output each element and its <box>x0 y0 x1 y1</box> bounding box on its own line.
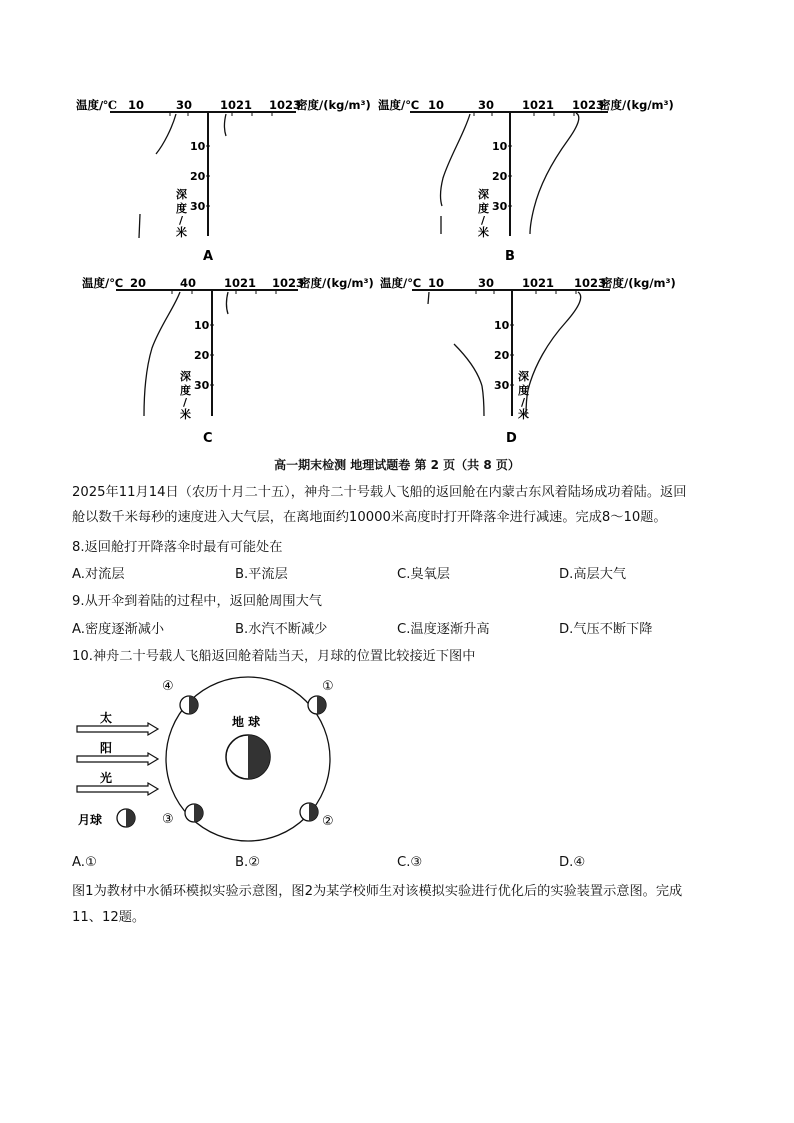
moon-position-2 <box>300 803 334 829</box>
chart-D-tick-1: 10 <box>428 276 445 290</box>
chart-D-tick-2: 30 <box>478 276 495 290</box>
chart-A-depth-30: 30 <box>190 200 206 213</box>
chart-A-temp-curve <box>156 114 176 154</box>
chart-D-depth-label-4: 米 <box>518 408 529 421</box>
sun-char-1: 太 <box>100 711 113 725</box>
chart-B-density-label: 密度/(kg/m³) <box>599 98 674 112</box>
chart-A-letter: A <box>203 249 214 264</box>
moon-legend-icon <box>117 809 135 827</box>
sunlight-arrows <box>77 710 158 795</box>
chart-A-depth-10: 10 <box>190 140 206 153</box>
chart-A-tick-3: 1021 <box>220 98 253 112</box>
chart-A-depth-label-4: 米 <box>176 226 187 239</box>
moon-legend-label: 月球 <box>78 813 103 827</box>
question-9-option-d: D.气压不断下降 <box>559 622 653 637</box>
chart-C-depth-30: 30 <box>194 379 210 392</box>
chart-C-depth-label-1: 深 <box>180 370 191 383</box>
question-8-option-b: B.平流层 <box>235 567 288 582</box>
profile-figure <box>72 86 684 458</box>
chart-A-density-curve <box>225 114 227 136</box>
arrow-3 <box>77 783 158 795</box>
chart-D-temp-curve-upper <box>428 292 429 304</box>
chart-B-depth-label-2: 度 <box>478 202 489 215</box>
intro2-paragraph-line2: 11、12题。 <box>72 910 146 925</box>
arrow-1 <box>77 723 158 735</box>
chart-B-depth-20: 20 <box>492 170 508 183</box>
chart-B-letter: B <box>505 249 515 264</box>
chart-C-depth-20: 20 <box>194 349 210 362</box>
chart-A-depth-20: 20 <box>190 170 206 183</box>
moon-position-1 <box>308 679 334 714</box>
question-8-option-d: D.高层大气 <box>559 567 627 582</box>
intro2-paragraph-line1: 图1为教材中水循环模拟实验示意图，图2为某学校师生对该模拟实验进行优化后的实验装置示意图。完成 <box>72 884 683 899</box>
chart-C-temp-curve <box>144 292 180 416</box>
chart-C-depth-label-3: / <box>183 396 188 409</box>
question-10-stem: 10.神舟二十号载人飞船返回舱着陆当天，月球的位置比较接近下图中 <box>72 649 476 664</box>
chart-D-letter: D <box>506 431 517 446</box>
chart-B-depth-10: 10 <box>492 140 508 153</box>
chart-A-temp-curve-lower <box>139 214 140 238</box>
chart-A <box>76 98 371 264</box>
chart-C-density-label: 密度/(kg/m³) <box>299 276 374 290</box>
chart-C-density-curve <box>227 292 229 314</box>
chart-D-depth-label-2: 度 <box>518 384 529 397</box>
position-2-label: ② <box>322 814 334 829</box>
chart-A-depth-label-1: 深 <box>176 188 187 201</box>
chart-D-density-curve <box>526 292 581 416</box>
question-8-stem: 8.返回舱打开降落伞时最有可能处在 <box>72 540 283 555</box>
chart-D <box>380 276 676 446</box>
question-10-option-c: C.③ <box>397 855 423 870</box>
chart-C-depth-label-2: 度 <box>180 384 191 397</box>
chart-A-tick-1: 10 <box>128 98 145 112</box>
chart-C-letter: C <box>203 431 213 446</box>
question-9-option-b: B.水汽不断减少 <box>235 622 328 637</box>
chart-D-tick-3: 1021 <box>522 276 555 290</box>
sun-char-2: 阳 <box>100 741 113 755</box>
position-4-label: ④ <box>162 679 174 694</box>
moon-position-figure <box>72 672 362 848</box>
chart-B-depth-30: 30 <box>492 200 508 213</box>
intro-paragraph-line2: 舱以数千米每秒的速度进入大气层，在离地面约10000米高度时打开降落伞进行减速。完成8～10题。 <box>72 510 667 525</box>
chart-B-temp-curve <box>441 114 470 206</box>
position-1-label: ① <box>322 679 334 694</box>
position-3-label: ③ <box>162 812 174 827</box>
chart-B-tick-2: 30 <box>478 98 495 112</box>
chart-C-tick-2: 40 <box>180 276 197 290</box>
question-9-option-c: C.温度逐渐升高 <box>397 622 490 637</box>
chart-C-xlabel: 温度/℃ <box>82 276 124 290</box>
chart-B-depth-label-1: 深 <box>478 188 489 201</box>
chart-A-tick-4: 1023 <box>269 98 302 112</box>
earth-icon <box>226 735 270 779</box>
chart-D-density-label: 密度/(kg/m³) <box>601 276 676 290</box>
chart-C <box>82 276 374 446</box>
chart-B-tick-3: 1021 <box>522 98 555 112</box>
chart-D-depth-10: 10 <box>494 319 510 332</box>
chart-C-tick-1: 20 <box>130 276 147 290</box>
arrow-2 <box>77 753 158 765</box>
chart-C-tick-4: 1023 <box>272 276 305 290</box>
chart-D-depth-label-3: / <box>521 396 526 409</box>
chart-B-xlabel: 温度/℃ <box>378 98 420 112</box>
question-9-stem: 9.从开伞到着陆的过程中，返回舱周围大气 <box>72 594 322 609</box>
chart-A-depth-label-3: / <box>179 214 184 227</box>
question-10-option-d: D.④ <box>559 855 586 870</box>
question-8-option-a: A.对流层 <box>72 567 125 582</box>
chart-D-depth-label-1: 深 <box>518 370 529 383</box>
sun-char-3: 光 <box>100 771 113 785</box>
chart-B-depth-label-4: 米 <box>478 226 489 239</box>
chart-B-depth-label-3: / <box>481 214 486 227</box>
chart-D-temp-curve <box>454 344 484 416</box>
chart-A-depth-label-2: 度 <box>176 202 187 215</box>
chart-B-tick-1: 10 <box>428 98 445 112</box>
question-9-option-a: A.密度逐渐减小 <box>72 622 165 637</box>
chart-C-depth-10: 10 <box>194 319 210 332</box>
chart-D-xlabel: 温度/℃ <box>380 276 422 290</box>
chart-A-density-label: 密度/(kg/m³) <box>296 98 371 112</box>
chart-D-tick-4: 1023 <box>574 276 607 290</box>
chart-D-depth-20: 20 <box>494 349 510 362</box>
question-10-option-a: A.① <box>72 855 97 870</box>
chart-A-xlabel: 温度/℃ <box>76 98 117 112</box>
chart-C-depth-label-4: 米 <box>180 408 191 421</box>
chart-B <box>378 98 674 264</box>
question-10-option-b: B.② <box>235 855 261 870</box>
intro-paragraph-line1: 2025年11月14日（农历十月二十五），神舟二十号载人飞船的返回舱在内蒙古东风着陆场成功着陆。返回 <box>72 485 687 500</box>
earth-label: 地 球 <box>232 715 261 729</box>
chart-B-tick-4: 1023 <box>572 98 605 112</box>
page-footer: 高一期末检测 地理试题卷 第 2 页（共 8 页） <box>274 458 520 472</box>
chart-A-tick-2: 30 <box>176 98 193 112</box>
chart-B-density-curve <box>530 113 579 234</box>
question-8-option-c: C.臭氧层 <box>397 567 450 582</box>
moon-position-4 <box>162 679 198 714</box>
moon-figure-svg <box>72 672 362 848</box>
profile-charts-svg <box>72 86 684 458</box>
chart-C-tick-3: 1021 <box>224 276 257 290</box>
chart-D-depth-30: 30 <box>494 379 510 392</box>
